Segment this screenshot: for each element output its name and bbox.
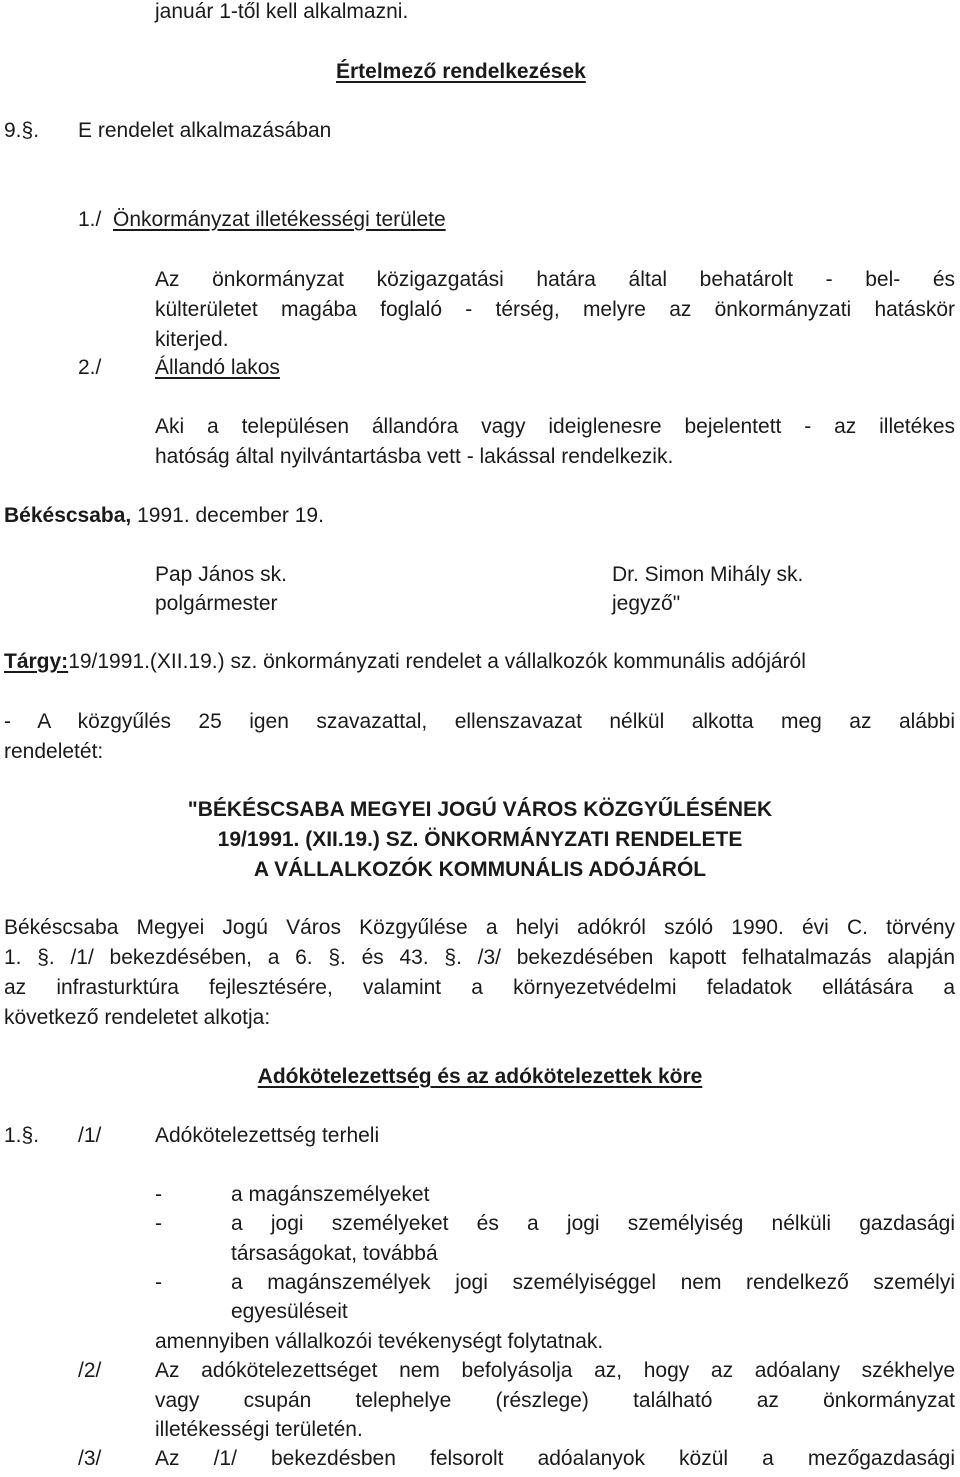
subject-text: 19/1991.(XII.19.) sz. önkormányzati rendelet a vállalkozók kommunális adójáról <box>68 650 806 673</box>
decree-title-line-3: A VÁLLALKOZÓK KOMMUNÁLIS ADÓJÁRÓL <box>253 858 707 881</box>
list-tail: amennyiben vállalkozói tevékenységt folytatnak. <box>155 1330 604 1353</box>
subject-label: Tárgy: <box>4 650 69 673</box>
para-2-line-2: vagy csupán telephelye (részlege) található az önkormányzat <box>155 1389 955 1412</box>
para-2-sub: /2/ <box>78 1359 102 1382</box>
signer-1-name: Pap János sk. <box>155 563 287 586</box>
list-item-3-line-2: egyesüléseit <box>231 1300 348 1323</box>
para-1-number: 1.§. <box>4 1124 40 1147</box>
decree-title-line-2: 19/1991. (XII.19.) SZ. ÖNKORMÁNYZATI RENDELETE <box>217 828 743 851</box>
preamble-line-4: következő rendeletet alkotja: <box>4 1006 271 1029</box>
list-item-2-dash: - <box>155 1212 162 1235</box>
para-3-line-1: Az /1/ bekezdésben felsorolt adóalanyok közül a mezőgazdasági <box>155 1447 955 1470</box>
preamble-line-2: 1. §. /1/ bekezdésében, a 6. §. és 43. §. /3/ bekezdésében kapott felhatalmazás alapján <box>4 946 955 969</box>
item-1-title: Önkormányzat illetékességi területe <box>113 208 446 231</box>
list-item-3-dash: - <box>155 1271 162 1294</box>
decree-title-line-1: "BÉKÉSCSABA MEGYEI JOGÚ VÁROS KÖZGYŰLÉSÉNEK <box>187 798 773 821</box>
item-1-number: 1./ <box>78 208 102 231</box>
item-2-line-2: hatóság által nyilvántartásba vett - lakással rendelkezik. <box>155 445 674 468</box>
place-date <box>4 501 324 531</box>
para-1-text: Adókötelezettség terheli <box>155 1124 380 1147</box>
item-2-line-1: Aki a településen állandóra vagy ideiglenesre bejelentett - az illetékes <box>155 415 955 438</box>
section-heading-interpretive: Értelmező rendelkezések <box>336 60 586 83</box>
item-1-line-2: külterületet magába foglaló - térség, melyre az önkormányzati hatáskör <box>155 298 955 321</box>
list-item-2-line-1: a jogi személyeket és a jogi személyiség nélküli gazdasági <box>231 1212 955 1235</box>
continuation-text: január 1-től kell alkalmazni. <box>155 0 409 23</box>
section-heading-tax-liability: Adókötelezettség és az adókötelezettek köre <box>257 1065 703 1088</box>
para-9-number: 9.§. <box>4 119 40 142</box>
item-1-line-1: Az önkormányzat közigazgatási határa által behatárolt - bel- és <box>155 268 955 291</box>
para-1-sub: /1/ <box>78 1124 102 1147</box>
subject-line <box>4 647 806 677</box>
para-2-line-3: illetékességi területén. <box>155 1418 363 1441</box>
list-item-3-line-1: a magánszemélyek jogi személyiséggel nem rendelkező személyi <box>231 1271 955 1294</box>
item-2-number: 2./ <box>78 356 102 379</box>
preamble-line-1: Békéscsaba Megyei Jogú Város Közgyűlése a helyi adókról szóló 1990. évi C. törvény <box>4 916 955 939</box>
signer-2-name: Dr. Simon Mihály sk. <box>612 563 804 586</box>
list-item-1-dash: - <box>155 1183 162 1206</box>
assembly-note-line-1: - A közgyűlés 25 igen szavazattal, ellenszavazat nélkül alkotta meg az alábbi <box>4 710 955 733</box>
list-item-2-line-2: társaságokat, továbbá <box>231 1242 438 1265</box>
assembly-note-line-2: rendeletét: <box>4 740 104 763</box>
para-9-text: E rendelet alkalmazásában <box>78 119 332 142</box>
para-3-sub: /3/ <box>78 1447 102 1470</box>
item-1-line-3: kiterjed. <box>155 328 229 351</box>
item-2-title: Állandó lakos <box>155 356 280 379</box>
place: Békéscsaba, <box>4 504 132 527</box>
para-2-line-1: Az adókötelezettséget nem befolyásolja az, hogy az adóalany székhelye <box>155 1359 955 1382</box>
signer-2-role: jegyző" <box>612 592 681 615</box>
date: 1991. december 19. <box>137 504 324 527</box>
list-item-1-line-1: a magánszemélyeket <box>231 1183 430 1206</box>
signer-1-role: polgármester <box>155 592 278 615</box>
preamble-line-3: az infrasturktúra fejlesztésére, valamint a környezetvédelmi feladatok ellátására a <box>4 976 955 999</box>
